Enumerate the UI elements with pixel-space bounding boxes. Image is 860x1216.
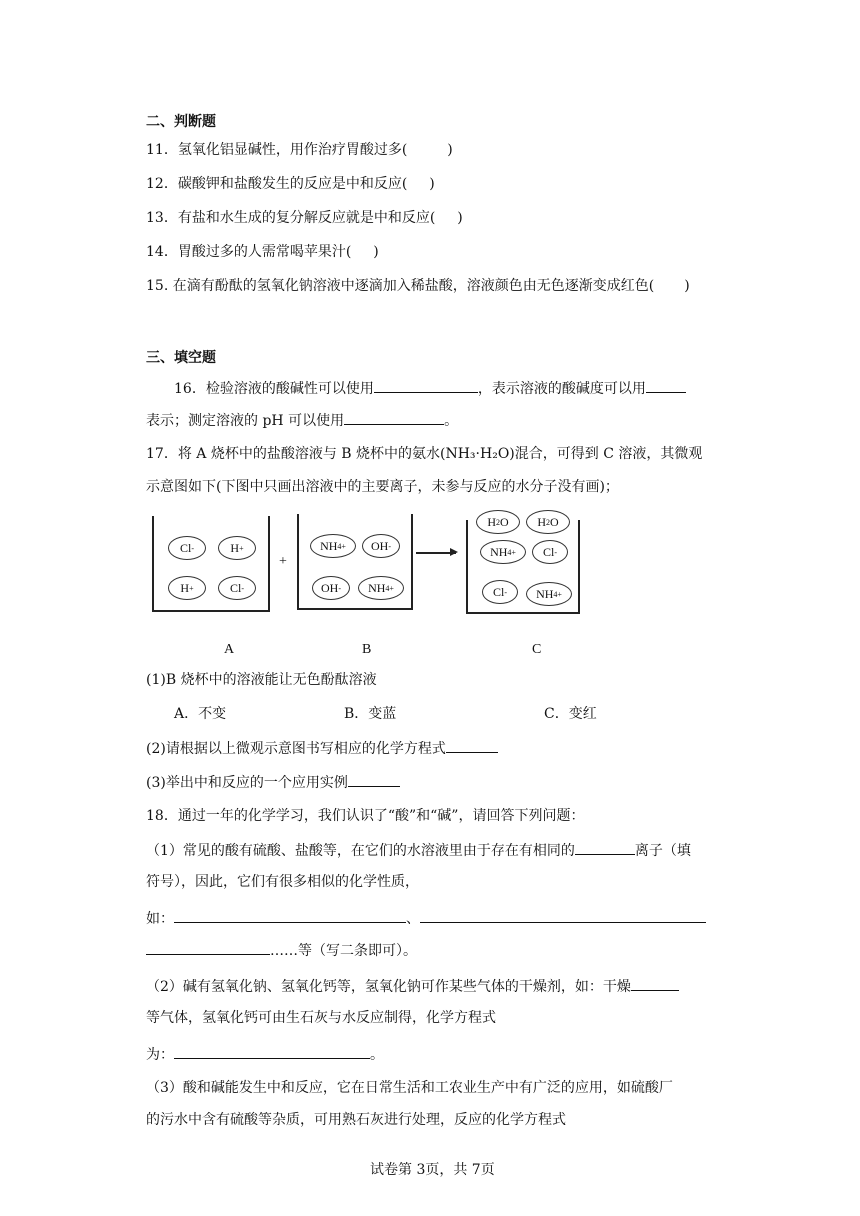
- ion-hydrogen: H +: [218, 536, 256, 560]
- answer-blank[interactable]: [174, 908, 406, 923]
- answer-blank[interactable]: [631, 976, 679, 991]
- ion-chloride: Cl -: [482, 580, 518, 604]
- ion-hydroxide: OH -: [362, 534, 400, 558]
- molecule-water: H 2 O: [476, 510, 520, 534]
- answer-blank[interactable]: [174, 1044, 370, 1059]
- ion-ammonium: NH 4 +: [480, 540, 526, 564]
- question-17-sub1: (1)B 烧杯中的溶液能让无色酚酞溶液: [146, 672, 377, 688]
- label-a: A: [224, 642, 235, 657]
- ion-ammonium: NH 4 +: [358, 576, 404, 600]
- section-heading-judgment: 二、判断题: [146, 114, 216, 130]
- question-11: 11．氢氧化铝显碱性，用作治疗胃酸过多( ): [146, 142, 453, 158]
- plus-sign: +: [279, 554, 287, 569]
- ion-hydrogen: H +: [168, 576, 206, 600]
- question-18-p1-line1: （1）常见的酸有硫酸、盐酸等，在它们的水溶液里由于存在有相同的 离子（填: [146, 840, 691, 861]
- question-18-p1-line3: 如： 、: [146, 908, 706, 929]
- ion-hydroxide: OH -: [312, 576, 350, 600]
- ion-chloride: Cl -: [532, 540, 568, 564]
- question-18-p1-line4: ……等（写二条即可）。: [146, 940, 417, 961]
- question-18-line1: 18．通过一年的化学学习，我们认识了“酸”和“碱”，请回答下列问题：: [146, 808, 585, 824]
- question-15: 15. 在滴有酚酞的氢氧化钠溶液中逐滴加入稀盐酸，溶液颜色由无色逐渐变成红色( ): [146, 278, 690, 294]
- section-heading-fill-blank: 三、填空题: [146, 350, 216, 366]
- ion-chloride: Cl -: [218, 576, 256, 600]
- question-16-line1: 16．检验溶液的酸碱性可以使用 ，表示溶液的酸碱度可以用: [174, 378, 686, 399]
- question-17-line1: 17．将 A 烧杯中的盐酸溶液与 B 烧杯中的氨水(NH₃·H₂O)混合，可得到 C 溶液，其微观: [146, 446, 703, 462]
- answer-blank[interactable]: [446, 738, 498, 753]
- question-17-line2: 示意图如下(下图中只画出溶液中的主要离子，未参与反应的水分子没有画)；: [146, 479, 619, 495]
- question-17-sub2: (2)请根据以上微观示意图书写相应的化学方程式: [146, 738, 498, 759]
- answer-blank[interactable]: [146, 940, 270, 955]
- question-16-line2: 表示；测定溶液的 pH 可以使用 。: [146, 410, 458, 431]
- question-17-sub3: (3)举出中和反应的一个应用实例: [146, 772, 400, 793]
- question-18-p3-line1: （3）酸和碱能发生中和反应，它在日常生活和工农业生产中有广泛的应用，如硫酸厂: [146, 1080, 673, 1096]
- label-b: B: [362, 642, 372, 657]
- answer-blank[interactable]: [575, 840, 635, 855]
- ion-chloride: Cl -: [168, 536, 206, 560]
- page-footer: 试卷第 3页，共 7页: [370, 1162, 495, 1178]
- question-12: 12．碳酸钾和盐酸发生的反应是中和反应( ): [146, 176, 435, 192]
- beaker-a: [152, 516, 270, 612]
- question-18-p1-line2: 符号），因此，它们有很多相似的化学性质，: [146, 874, 419, 890]
- answer-blank[interactable]: [420, 908, 706, 923]
- question-18-p2-line2: 等气体，氢氧化钙可由生石灰与水反应制得，化学方程式: [146, 1010, 496, 1026]
- option-b[interactable]: B．变蓝: [344, 706, 397, 722]
- question-18-p2-line3: 为： 。: [146, 1044, 384, 1065]
- answer-blank[interactable]: [646, 378, 686, 393]
- molecule-water: H 2 O: [526, 510, 570, 534]
- answer-blank[interactable]: [374, 378, 478, 393]
- answer-blank[interactable]: [344, 410, 444, 425]
- question-13: 13．有盐和水生成的复分解反应就是中和反应( ): [146, 210, 463, 226]
- question-14: 14．胃酸过多的人需常喝苹果汁( ): [146, 244, 379, 260]
- ion-ammonium: NH 4 +: [526, 582, 572, 606]
- question-18-p3-line2: 的污水中含有硫酸等杂质，可用熟石灰进行处理，反应的化学方程式: [146, 1112, 566, 1128]
- reaction-arrow: [416, 552, 456, 554]
- label-c: C: [532, 642, 542, 657]
- option-c[interactable]: C．变红: [544, 706, 597, 722]
- answer-blank[interactable]: [348, 772, 400, 787]
- option-a[interactable]: A．不变: [174, 706, 227, 722]
- question-18-p2-line1: （2）碱有氢氧化钠、氢氧化钙等，氢氧化钠可作某些气体的干燥剂，如：干燥: [146, 976, 679, 997]
- ion-ammonium: NH 4 +: [310, 534, 356, 558]
